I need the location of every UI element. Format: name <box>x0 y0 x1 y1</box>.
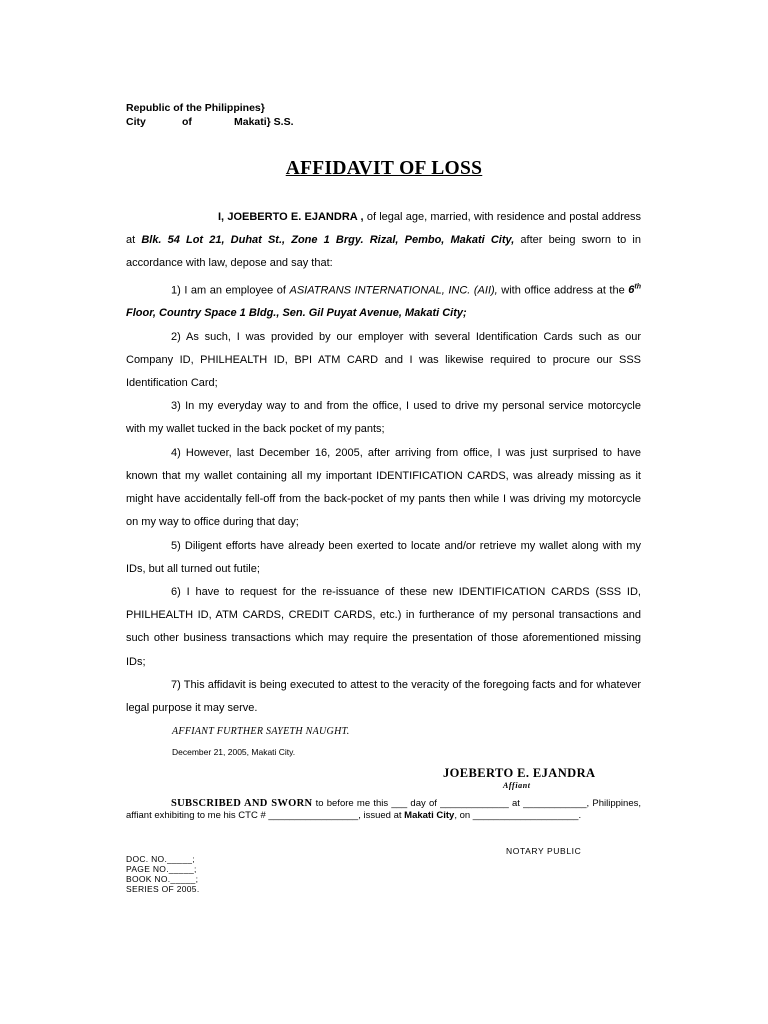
paragraph-1 <box>126 276 641 326</box>
venue-republic: Republic of the Philippines} <box>126 102 265 114</box>
affidavit-body <box>126 206 641 720</box>
floor-suffix: th <box>634 283 641 291</box>
jurat-city: Makati City <box>404 810 455 821</box>
notarial-register <box>126 854 199 894</box>
venue-city <box>126 116 326 128</box>
p1-text-2: with office address at the <box>497 284 629 297</box>
execution-date: December 21, 2005, Makati City. <box>172 747 296 757</box>
jurat-paragraph <box>126 798 641 822</box>
paragraph-3: 3) In my everyday way to and from the office, I used to drive my personal service motorcycle with my wallet tucked in the back pocket of my pants; <box>126 400 641 436</box>
floor-number: 6 <box>628 284 635 297</box>
paragraph-6: 6) I have to request for the re-issuance of these new IDENTIFICATION CARDS (SSS ID, PHILHEALTH ID, ATM CARDS, CREDIT CARDS, etc.) in furtherance of my personal transactions and such other business transactions which may require the presentation of those aforementioned missing IDs; <box>126 585 641 668</box>
affiant-label: Affiant <box>503 781 531 790</box>
employer-name: ASIATRANS INTERNATIONAL, INC. (AII), <box>289 284 498 297</box>
residence-address: Blk. 54 Lot 21, Duhat St., Zone 1 Brgy. Rizal, Pembo, Makati City, <box>141 234 515 247</box>
series: SERIES OF 2005. <box>126 884 200 894</box>
paragraph-5: 5) Diligent efforts have already been exerted to locate and/or retrieve my wallet along with my IDs, but all turned out futile; <box>126 539 641 575</box>
paragraph-4: 4) However, last December 16, 2005, after arriving from office, I was just surprised to have known that my wallet containing all my important IDENTIFICATION CARDS, was already missing as it might have accidentally fell-off from the back-pocket of my pants then while I was driving my motorcycle on my way to office during that day; <box>126 446 641 529</box>
affiant-signature-name: JOEBERTO E. EJANDRA <box>443 766 596 780</box>
intro-text-2: after being sworn to in accordance with law, depose and say that: <box>126 234 641 270</box>
intro-paragraph <box>126 206 641 276</box>
book-no: BOOK NO._____; <box>126 874 199 884</box>
doc-no: DOC. NO._____; <box>126 854 195 864</box>
intro-text-1: of legal age, married, with residence and postal address at <box>126 211 641 247</box>
venue-place: Makati} S.S. <box>234 116 294 128</box>
office-address: Floor, Country Space 1 Bldg., Sen. Gil Puyat Avenue, Makati City; <box>126 307 467 320</box>
venue-city-word: City <box>126 116 146 128</box>
jurat <box>126 798 641 822</box>
page-no: PAGE NO._____; <box>126 864 197 874</box>
document-title: AFFIDAVIT OF LOSS <box>285 158 483 179</box>
notary-public-label: NOTARY PUBLIC <box>506 846 582 856</box>
jurat-text-1: to before me this ___ day of _____________ at ____________, Philippines, affiant exhibiting to me his CTC # _________________, issued at <box>126 798 641 821</box>
subscribed-sworn: SUBSCRIBED AND SWORN <box>171 798 313 809</box>
paragraph-2: 2) As such, I was provided by our employer with several Identification Cards such as our Company ID, PHILHEALTH ID, BPI ATM CARD and I was likewise required to procure our SSS Identification Card; <box>126 330 641 390</box>
sayeth-naught: AFFIANT FURTHER SAYETH NAUGHT. <box>172 726 350 737</box>
p1-text-1: 1) I am an employee of <box>171 284 290 297</box>
jurat-text-2: , on ____________________. <box>454 810 582 821</box>
affiant-name-intro: I, JOEBERTO E. EJANDRA , <box>218 211 364 223</box>
paragraph-7: 7) This affidavit is being executed to attest to the veracity of the foregoing facts and for whatever legal purpose it may serve. <box>126 678 641 714</box>
venue-of-word: of <box>182 116 192 128</box>
